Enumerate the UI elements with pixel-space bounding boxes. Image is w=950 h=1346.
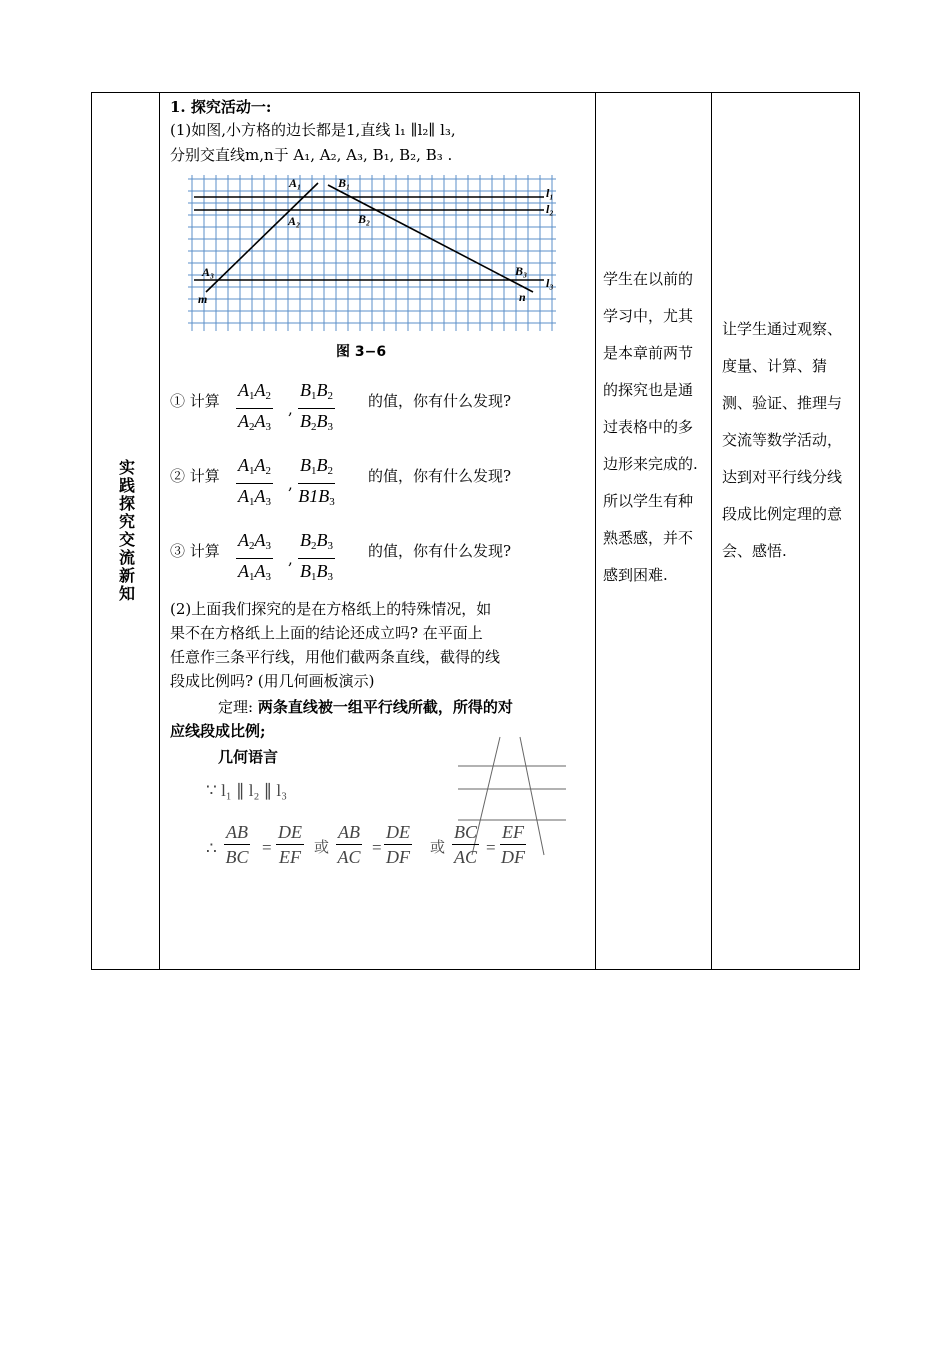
q3-suffix: 的值，你有什么发现?: [368, 542, 512, 560]
q1-prefix: ① 计算: [170, 392, 220, 410]
design-note: 让学生通过观察、度量、计算、猜测、验证、推理与交流等数学活动，达到对平行线分线段成比例定理的意会、感悟.: [722, 320, 843, 560]
part2-line-1: (2)上面我们探究的是在方格纸上的特殊情况，如: [170, 600, 492, 618]
label-b1: B₁: [338, 176, 351, 190]
intro-line-2: 分别交直线m,n于 A₁, A₂, A₃, B₁, B₂, B₃ .: [170, 146, 453, 164]
theorem-text-1: 两条直线被一组平行线所截，所得的对: [257, 698, 513, 716]
part2-line-3: 任意作三条平行线，用他们截两条直线，截得的线: [170, 648, 501, 666]
grid-figure: [188, 175, 558, 335]
ratio-ef-df: $\frac{EF}{DF}$: [501, 822, 525, 867]
q3-fraction-b: $\frac{B_2B_3}{B_1B_3}$: [300, 530, 333, 583]
intro-line-1: (1)如图,小方格的边长都是1,直线 l₁ ∥l₂∥ l₃,: [170, 121, 456, 139]
q1-fraction-b: $\frac{B_1B_2}{B_2B_3}$: [300, 380, 333, 433]
ratio-de-ef: $\frac{DE}{EF}$: [278, 822, 302, 867]
q2-prefix: ② 计算: [170, 467, 220, 485]
label-a3: A₃: [202, 265, 215, 279]
geometry-language-label: 几何语言: [218, 748, 279, 766]
or-2: 或: [430, 840, 446, 856]
q3-prefix: ③ 计算: [170, 542, 220, 560]
activity-heading: 1. 探究活动一:: [170, 98, 272, 116]
because-line: ∵ l₁ ∥ l₂ ∥ l₃: [206, 781, 288, 800]
student-analysis-cell: [603, 93, 707, 969]
theorem-text-2: 应线段成比例;: [170, 722, 266, 740]
q2-fraction-a: $\frac{A_1A_2}{A_1A_3}$: [238, 455, 271, 508]
lesson-table: [91, 92, 860, 970]
row-title: 实践探究交流新知: [116, 459, 136, 603]
figure-caption: 图 3−6: [336, 344, 387, 360]
ratio-ab-ac: $\frac{AB}{AC}$: [337, 822, 361, 867]
label-b2: B₂: [358, 212, 371, 226]
design-intent-cell: [714, 93, 859, 969]
q1-fraction-a: $\frac{A_1A_2}{A_2A_3}$: [238, 380, 271, 433]
or-1: 或: [314, 840, 330, 856]
q2-fraction-b: $\frac{B_1B_2}{B1B_3}$: [298, 455, 335, 508]
ratio-ab-bc: $\frac{AB}{BC}$: [225, 822, 249, 867]
q1-suffix: 的值，你有什么发现?: [368, 392, 512, 410]
student-note: 学生在以前的学习中，尤其是本章前两节的探究也是通过表格中的多边形来完成的. 所以学生有种熟悉感，并不感到困难.: [603, 270, 698, 584]
label-b3: B₃: [515, 264, 528, 278]
theorem-label: 定理:: [218, 698, 258, 716]
theorem: [170, 697, 513, 717]
label-l1: l₁: [546, 186, 554, 200]
label-l2: l₂: [546, 202, 554, 216]
label-a2: A₂: [288, 214, 301, 228]
part2-line-4: 段成比例吗? (用几何画板演示): [170, 672, 375, 690]
column-divider: [711, 93, 712, 969]
ratio-de-df: $\frac{DE}{DF}$: [386, 822, 410, 867]
ratio-bc-ac: $\frac{BC}{AC}$: [454, 822, 478, 867]
q3-fraction-a: $\frac{A_2A_3}{A_1A_3}$: [238, 530, 271, 583]
q2-suffix: 的值，你有什么发现?: [368, 467, 512, 485]
row-title-cell: [92, 93, 160, 969]
label-a1: A₁: [289, 176, 302, 190]
label-l3: l₃: [546, 276, 554, 290]
label-n: n: [519, 290, 526, 304]
therefore-symbol: ∴: [206, 839, 217, 858]
activity-cell: 1. 探究活动一: (1)如图,小方格的边长都是1,直线 l₁ ∥l₂∥ l₃, 分别交直线m,n于 A₁, A₂, A₃, B₁, B₂, B₃ . A₁ B₁ A₂ B₂ A₃ B₃ l₁ l₂ l₃ m n 图 3−6 ① 计算 $\frac{A_1A_2}{A_2A_3}$ , $\frac{B_1B_2}{B_2B_3}$ 的值，你有什么发现? ② 计算 $\frac{A_1A_2}{A_1A_3}$ , $\frac{B_1B_2}{B1B_3}$ 的值，你有什么发现? ③ 计算 $\frac{A_2A_3}{A_1A_3}$ , $\frac{B_2B_3}{B_1B_3}$ 的值，你有什么发现? (2)上面我们探究的是在方格纸上的特殊情况，如 果不在方格纸上上面的结论还成立吗? 在平面上 任意作三条平行线，用他们截两条直线，截得的线 段成比例吗? (用几何画板演示) 定理: 两条直线被一组平行线所截，所得的对 应线段成比例; 几何语言 ∵ l₁ ∥ l₂ ∥ l₃ ∴ $\frac{AB}{BC}$ = $\frac{DE}{EF}$ 或 $\frac{AB}{AC}$ = $\frac{DE}{DF}$ 或 $\frac{BC}{AC}$ = $\frac{EF}{DF}$: [160, 93, 596, 969]
part2-line-2: 果不在方格纸上上面的结论还成立吗? 在平面上: [170, 624, 483, 642]
label-m: m: [198, 292, 208, 306]
